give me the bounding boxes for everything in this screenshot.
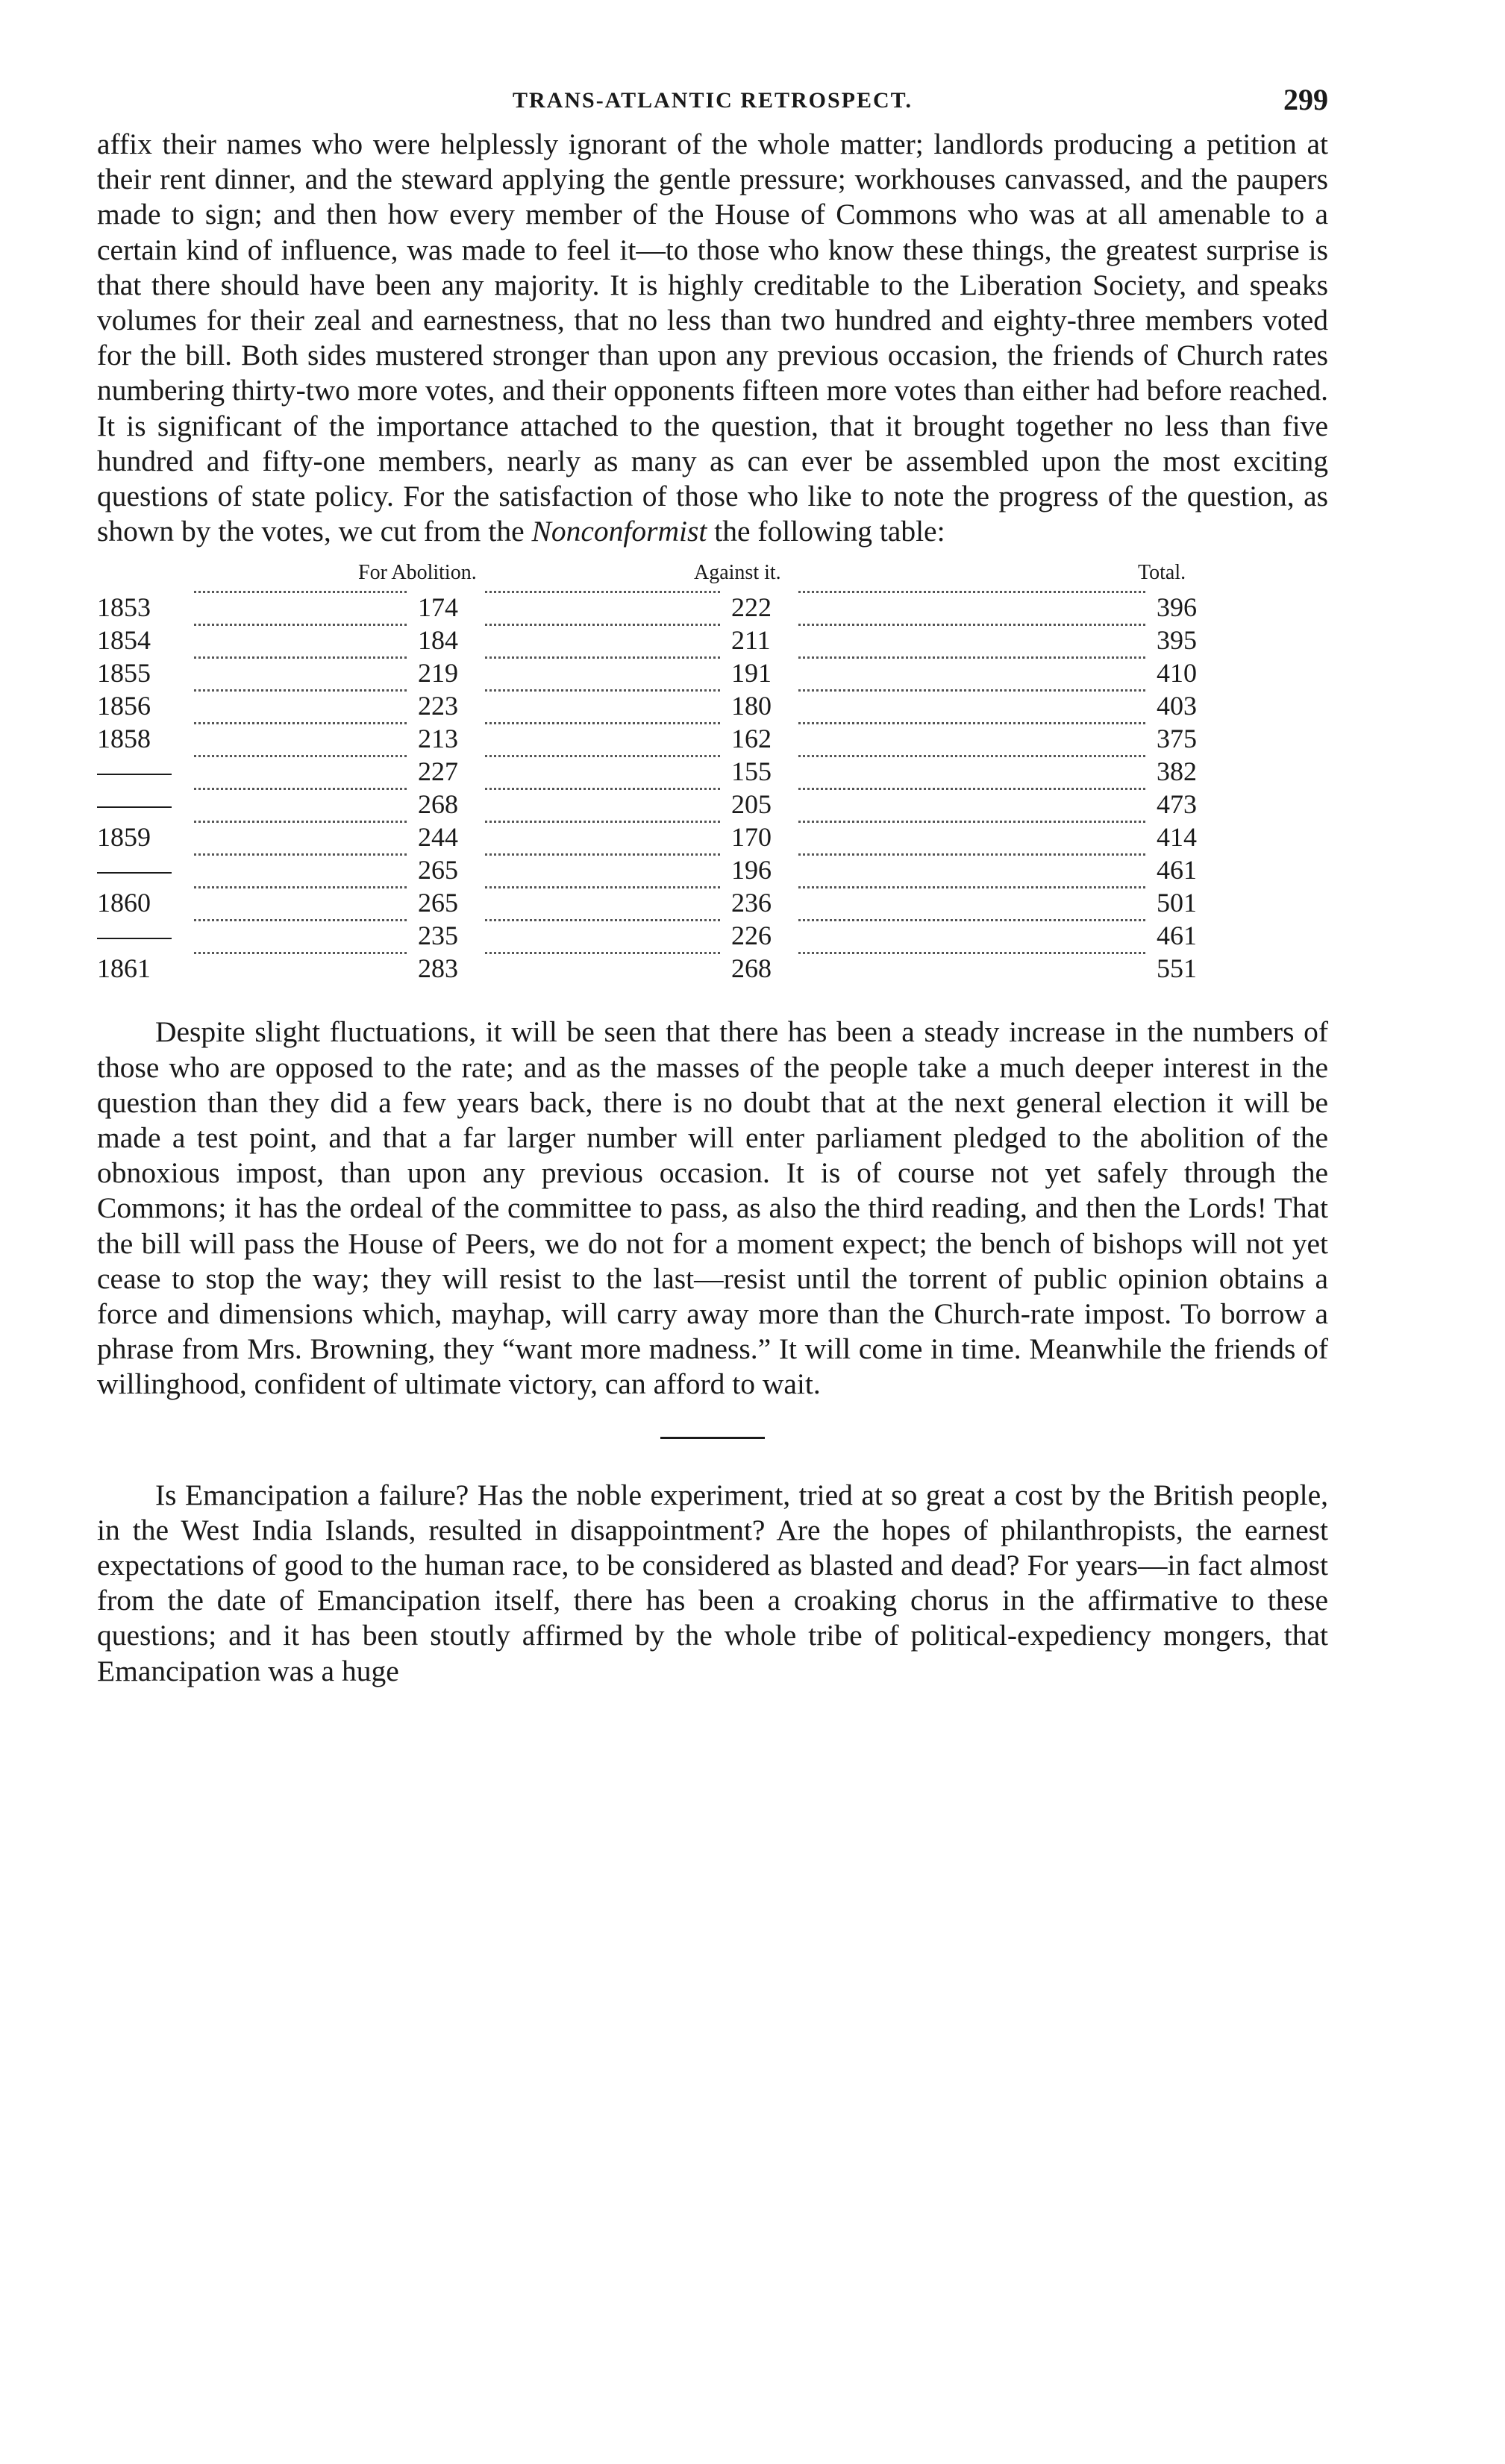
ditto-dash <box>97 774 172 775</box>
leader-dots <box>798 853 1145 856</box>
table-row <box>97 886 1328 919</box>
leader-dots <box>485 656 720 659</box>
against-cell: 226 <box>731 921 772 951</box>
page-number: 299 <box>1283 83 1328 116</box>
against-cell: 191 <box>731 658 772 689</box>
table-row <box>97 656 1328 689</box>
leader-dots <box>798 624 1145 626</box>
against-cell: 236 <box>731 888 772 918</box>
leader-dots <box>798 755 1145 757</box>
total-cell: 501 <box>1157 888 1197 918</box>
for-abolition-cell: 223 <box>418 691 458 721</box>
total-cell: 414 <box>1157 822 1197 853</box>
leader-dots <box>485 853 720 856</box>
table-row <box>97 919 1328 952</box>
leader-dots <box>194 886 407 888</box>
table-row <box>97 788 1328 821</box>
against-cell: 268 <box>731 953 772 984</box>
total-cell: 461 <box>1157 921 1197 951</box>
leader-dots <box>798 788 1145 790</box>
against-cell: 170 <box>731 822 772 853</box>
section-divider <box>660 1437 765 1439</box>
ditto-dash <box>97 872 172 874</box>
total-cell: 382 <box>1157 756 1197 787</box>
header-total: Total. <box>1138 561 1186 585</box>
for-abolition-cell: 219 <box>418 658 458 689</box>
leader-dots <box>485 919 720 921</box>
total-cell: 403 <box>1157 691 1197 721</box>
paragraph-fluctuations: Despite slight fluctuations, it will be seen that there has been a steady increase in the numbers of those who are opposed to the rate; and as the masses of the people take a much deeper interest in the question than they did a few years back, there is no doubt that at the next general election it will be made a test point, and that a far larger number will enter parliament pledged to the abolition of the obnoxious impost, than upon any previous occasion. It is of course not yet safely through the Commons; it has the ordeal of the committee to pass, as also the third reading, and then the Lords! That the bill will pass the House of Peers, we do not for a moment expect; the bench of bishops will not yet cease to stop the way; they will resist to the last—resist until the torrent of public opinion obtains a force and dimensions which, mayhap, will carry away more than the Church-rate impost. To borrow a phrase from Mrs. Browning, they “want more madness.” It will come in time. Meanwhile the friends of willinghood, confident of ultimate victory, can afford to wait. <box>97 1015 1328 1401</box>
leader-dots <box>798 689 1145 692</box>
table-row <box>97 624 1328 656</box>
total-cell: 461 <box>1157 855 1197 885</box>
paragraph-emancipation: Is Emancipation a failure? Has the noble experiment, tried at so great a cost by the British people, in the West India Islands, resulted in disappointment? Are the hopes of philanthropists, the earnest expectations of good to the human race, to be considered as blasted and dead? For years—in fact almost from the date of Emancipation itself, there has been a croaking chorus in the affirmative to these questions; and it has been stoutly affirmed by the whole tribe of political-expediency mongers, that Emancipation was a huge <box>97 1478 1328 1687</box>
table-row <box>97 952 1328 985</box>
leader-dots <box>798 821 1145 823</box>
table-header <box>97 558 1328 591</box>
leader-dots <box>194 952 407 954</box>
votes-table <box>97 558 1328 985</box>
leader-dots <box>485 952 720 954</box>
for-abolition-cell: 265 <box>418 855 458 885</box>
paragraph-church-rates <box>97 127 1328 549</box>
for-abolition-cell: 227 <box>418 756 458 787</box>
leader-dots <box>485 886 720 888</box>
leader-dots <box>194 656 407 659</box>
leader-dots <box>194 755 407 757</box>
table-row <box>97 722 1328 755</box>
paragraph-text-end: the following table: <box>707 515 945 548</box>
year-cell: 1859 <box>97 822 151 853</box>
against-cell: 211 <box>731 625 771 656</box>
header-for-abolition: For Abolition. <box>358 561 477 585</box>
table-row <box>97 853 1328 886</box>
against-cell: 155 <box>731 756 772 787</box>
page <box>97 82 1328 1689</box>
leader-dots <box>194 722 407 724</box>
table-row <box>97 755 1328 788</box>
year-cell: 1860 <box>97 888 151 918</box>
leader-dots <box>798 656 1145 659</box>
for-abolition-cell: 283 <box>418 953 458 984</box>
year-cell <box>97 788 172 821</box>
leader-dots <box>485 788 720 790</box>
for-abolition-cell: 213 <box>418 724 458 754</box>
leader-dots <box>194 591 407 593</box>
total-cell: 473 <box>1157 789 1197 820</box>
year-cell <box>97 919 172 952</box>
year-cell: 1856 <box>97 691 151 721</box>
year-cell <box>97 755 172 788</box>
against-cell: 180 <box>731 691 772 721</box>
leader-dots <box>194 853 407 856</box>
publication-title: Nonconformist <box>531 515 707 548</box>
for-abolition-cell: 174 <box>418 592 458 623</box>
table-row <box>97 591 1328 624</box>
leader-dots <box>194 919 407 921</box>
for-abolition-cell: 244 <box>418 822 458 853</box>
against-cell: 222 <box>731 592 772 623</box>
leader-dots <box>798 952 1145 954</box>
leader-dots <box>798 591 1145 593</box>
against-cell: 162 <box>731 724 772 754</box>
leader-dots <box>485 755 720 757</box>
leader-dots <box>485 591 720 593</box>
table-body <box>97 591 1328 985</box>
ditto-dash <box>97 938 172 939</box>
year-cell: 1861 <box>97 953 151 984</box>
year-cell: 1858 <box>97 724 151 754</box>
against-cell: 196 <box>731 855 772 885</box>
leader-dots <box>194 821 407 823</box>
leader-dots <box>798 722 1145 724</box>
total-cell: 551 <box>1157 953 1197 984</box>
leader-dots <box>485 624 720 626</box>
leader-dots <box>798 886 1145 888</box>
total-cell: 395 <box>1157 625 1197 656</box>
ditto-dash <box>97 806 172 808</box>
leader-dots <box>194 624 407 626</box>
leader-dots <box>194 788 407 790</box>
total-cell: 410 <box>1157 658 1197 689</box>
table-row <box>97 821 1328 853</box>
leader-dots <box>485 821 720 823</box>
header-against: Against it. <box>694 561 781 585</box>
leader-dots <box>194 689 407 692</box>
leader-dots <box>485 722 720 724</box>
total-cell: 375 <box>1157 724 1197 754</box>
paragraph-text: affix their names who were helplessly ignorant of the whole matter; landlords producing a petition at their rent dinner, and the steward applying the gentle pressure; workhouses canvassed, and the paupers made to sign; and then how every member of the House of Commons who was at all amenable to a certain kind of influence, was made to feel it—to those who know these things, the greatest surprise is that there should have been any majority. It is highly creditable to the Liberation Society, and speaks volumes for their zeal and earnestness, that no less than two hundred and eighty-three members voted for the bill. Both sides mustered stronger than upon any previous occasion, the friends of Church rates numbering thirty-two more votes, and their opponents fifteen more votes than either had before reached. It is significant of the importance attached to the question, that it brought together no less than five hundred and fifty-one members, nearly as many as can ever be assembled upon the most exciting questions of state policy. For the satisfaction of those who like to note the progress of the question, as shown by the votes, we cut from the <box>97 128 1328 548</box>
total-cell: 396 <box>1157 592 1197 623</box>
leader-dots <box>798 919 1145 921</box>
for-abolition-cell: 184 <box>418 625 458 656</box>
year-cell <box>97 853 172 886</box>
for-abolition-cell: 268 <box>418 789 458 820</box>
table-row <box>97 689 1328 722</box>
for-abolition-cell: 265 <box>418 888 458 918</box>
page-header <box>97 82 1328 127</box>
year-cell: 1853 <box>97 592 151 623</box>
for-abolition-cell: 235 <box>418 921 458 951</box>
year-cell: 1854 <box>97 625 151 656</box>
running-head: TRANS-ATLANTIC RETROSPECT. <box>513 88 913 113</box>
leader-dots <box>485 689 720 692</box>
against-cell: 205 <box>731 789 772 820</box>
year-cell: 1855 <box>97 658 151 689</box>
